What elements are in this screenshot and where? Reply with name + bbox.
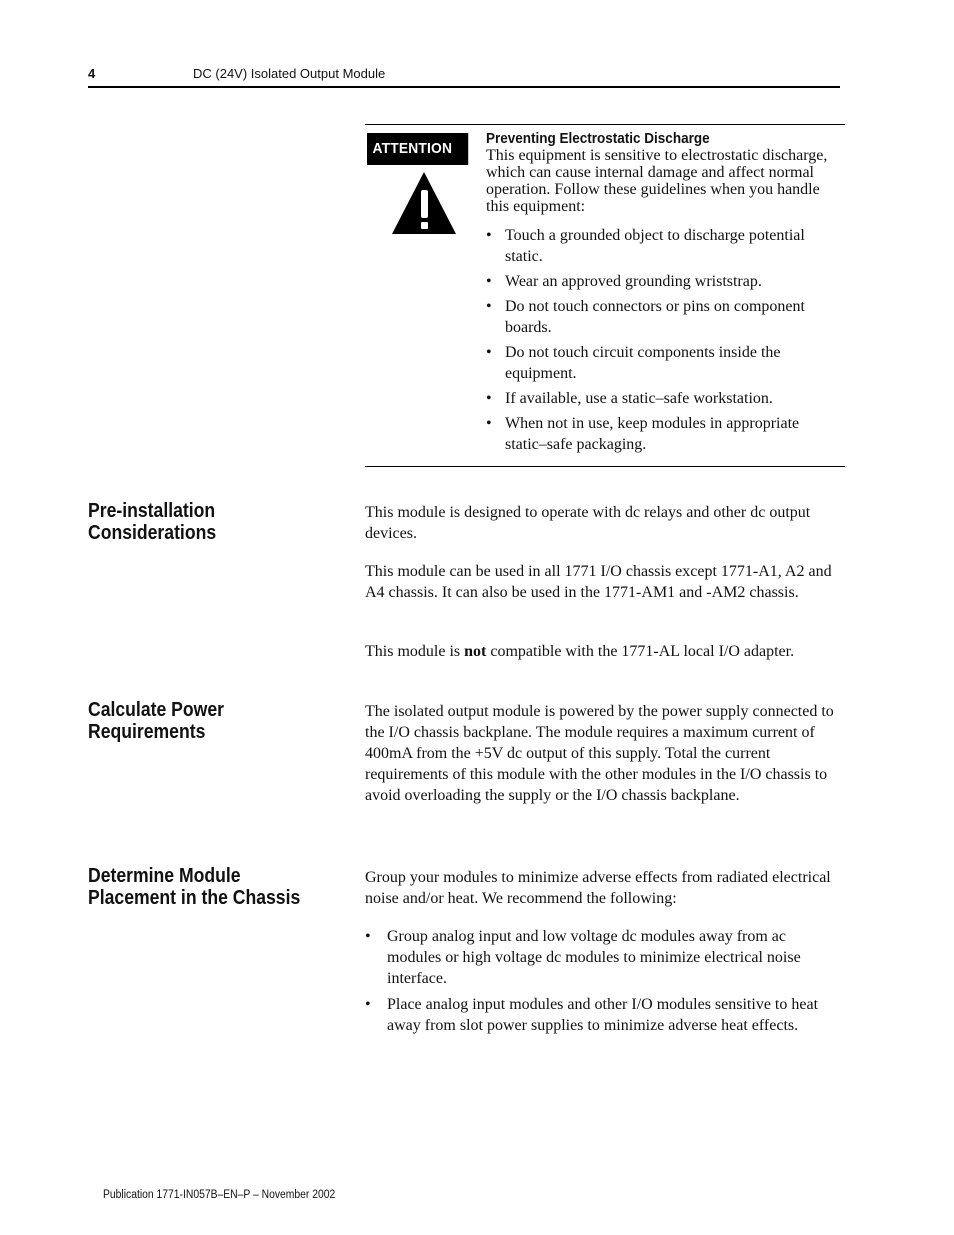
- placement-list: [365, 926, 841, 1041]
- list-item: • Do not touch circuit components inside the equipment.: [486, 344, 781, 382]
- warning-triangle-icon: [391, 170, 457, 236]
- section-heading-power: Calculate Power Requirements: [88, 699, 224, 743]
- attention-label: ATTENTION: [367, 133, 468, 165]
- placement-paragraph: Group your modules to minimize adverse effects from radiated electrical noise and/or heat. We recommend the following:: [365, 869, 831, 907]
- preinstall-paragraph-3: This module is not compatible with the 1771-AL local I/O adapter.: [365, 643, 795, 660]
- document-title: DC (24V) Isolated Output Module: [193, 66, 386, 81]
- list-item: • If available, use a static–safe workstation.: [486, 390, 773, 407]
- attention-title: Preventing Electrostatic Discharge: [486, 130, 710, 147]
- attention-body: This equipment is sensitive to electrostatic discharge, which can cause internal damage and affect normal operation. Follow these guidelines when you handle this equipment:: [486, 147, 828, 215]
- list-item: • Touch a grounded object to discharge potential static.: [486, 227, 805, 265]
- list-item: • Do not touch connectors or pins on component boards.: [486, 298, 805, 336]
- list-item: • Wear an approved grounding wriststrap.: [486, 273, 762, 290]
- list-item: • Group analog input and low voltage dc modules away from ac modules or high voltage dc modules to minimize electrical noise interface.: [365, 928, 801, 987]
- page-number: 4: [88, 66, 96, 81]
- publication-footer: Publication 1771-IN057B–EN–P – November 2002: [103, 1189, 336, 1201]
- page-header: [88, 64, 840, 88]
- list-item: • When not in use, keep modules in appropriate static–safe packaging.: [486, 415, 800, 453]
- attention-list: [486, 225, 836, 459]
- preinstall-paragraph-1: This module is designed to operate with dc relays and other dc output devices.: [365, 504, 811, 542]
- preinstall-paragraph-2: This module can be used in all 1771 I/O chassis except 1771-A1, A2 and A4 chassis. It can also be used in the 1771-AM1 and -AM2 chassis.: [365, 563, 832, 601]
- attention-box: [365, 124, 845, 467]
- list-item: • Place analog input modules and other I/O modules sensitive to heat away from slot power supplies to minimize adverse heat effects.: [365, 996, 819, 1034]
- section-heading-placement: Determine Module Placement in the Chassis: [88, 865, 301, 909]
- power-paragraph: The isolated output module is powered by the power supply connected to the I/O chassis backplane. The module requires a maximum current of 400mA from the +5V dc output of this supply. Total the current requirements of this module with the other modules in the I/O chassis to avoid overloading the supply or the I/O chassis backplane.: [365, 703, 834, 804]
- section-heading-preinstall: Pre-installation Considerations: [88, 500, 217, 544]
